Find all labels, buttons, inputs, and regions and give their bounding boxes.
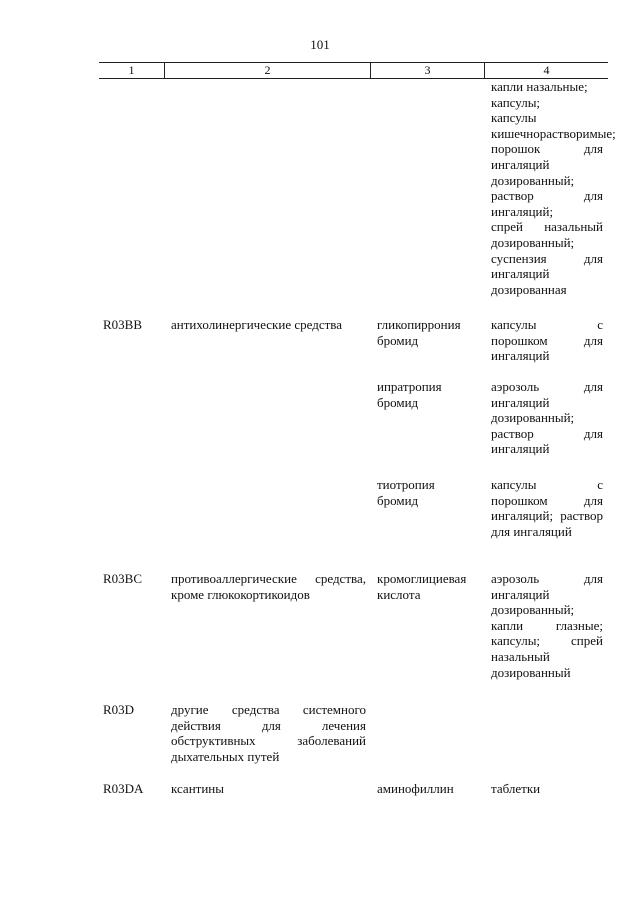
header-col-2: 2 [264,63,271,77]
group-name: ксантины [171,781,224,796]
list-item: капли назальные; [491,79,588,94]
drug-name: ипратропия бромид [377,379,442,410]
dosage-form: аэрозоль для ингаляций дозированный; раствор для ингаляций [491,379,603,457]
list-item: порошок для ингаляций дозированный; [491,141,603,188]
dosage-form: таблетки [491,781,541,796]
continued-dosage-forms [491,79,616,297]
atc-code: R03DA [103,781,144,796]
header-col-1: 1 [128,63,135,77]
table-header [99,62,608,79]
dosage-form: капсулы с порошком для ингаляций; раствор для ингаляций [491,477,603,539]
header-col-4: 4 [543,63,550,77]
atc-code: R03D [103,702,135,717]
page-number: 101 [310,37,330,52]
list-item: суспензия для ингаляций дозированная [491,250,603,297]
header-col-3: 3 [424,63,431,77]
atc-code: R03BB [103,317,143,332]
group-name: другие средства системного действия для лечения обструктивных заболеваний дыхательных путей [171,702,366,764]
drug-name: гликопиррония бромид [377,317,461,348]
list-item: спрей назальный дозированный; [491,219,603,250]
list-item: капсулы кишечнорастворимые; [491,110,616,141]
group-name: антихолинергические средства [171,317,343,332]
drug-name: аминофиллин [377,781,454,796]
list-item: капсулы; [491,94,541,110]
list-item: раствор для ингаляций; [491,188,603,219]
atc-code: R03BC [103,571,143,586]
drug-name: кромоглициевая кислота [377,571,467,602]
drug-name: тиотропия бромид [377,477,435,508]
dosage-form: аэрозоль для ингаляций дозированный; капли глазные; капсулы; спрей назальный дозированный [491,571,603,680]
dosage-form: капсулы с порошком для ингаляций [491,317,603,364]
group-name: противоаллергические средства, кроме глюкокортикоидов [171,571,366,602]
